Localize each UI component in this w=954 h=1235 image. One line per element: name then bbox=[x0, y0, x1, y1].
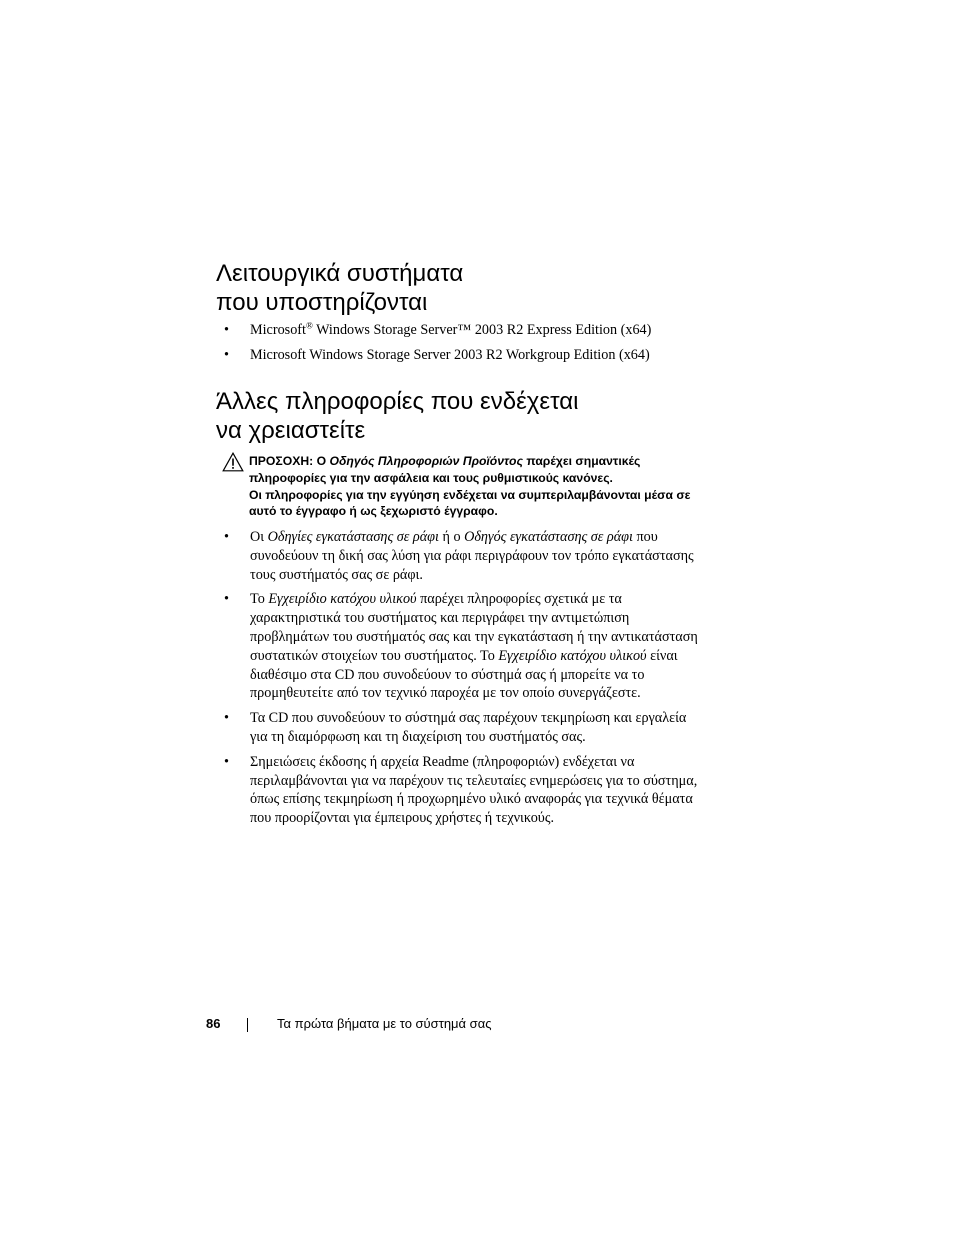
caution-warranty-text: Οι πληροφορίες για την εγγύηση ενδέχεται να συμπεριλαμβάνονται μέσα σε αυτό το έγγραφο ή ως ξεχωριστό έγγραφο. bbox=[249, 487, 691, 519]
doc-title: Οδηγίες εγκατάστασης σε ράφι bbox=[267, 529, 439, 545]
bullet: • bbox=[224, 710, 229, 727]
list-item bbox=[224, 709, 704, 747]
footer-chapter-title: Τα πρώτα βήματα με το σύστημά σας bbox=[277, 1016, 492, 1031]
text-part: Το bbox=[250, 591, 269, 608]
doc-title: Εγχειρίδιο κατόχου υλικού bbox=[268, 591, 417, 608]
other-info-list bbox=[224, 528, 704, 834]
heading-other-info bbox=[216, 387, 578, 445]
bullet: • bbox=[224, 529, 229, 545]
info-item-text: Σημειώσεις έκδοσης ή αρχεία Readme (πληροφοριών) ενδέχεται να περιλαμβάνονται για να παρέχουν τις τελευταίες ενημερώσεις για το σύστημα, όπως επίσης τεκμηρίωση ή προχωρημένο υλικό αναφοράς για τεχνικά θέματα που προορίζονται για έμπειρους χρήστες ή τεχνικούς. bbox=[250, 753, 698, 827]
list-item bbox=[224, 346, 694, 365]
heading-other-info-line2: να χρειαστείτε bbox=[216, 417, 366, 444]
caution-text-part: Ο bbox=[313, 454, 330, 468]
bullet: • bbox=[224, 753, 229, 770]
supported-os-list bbox=[224, 321, 694, 371]
text-part: ή ο bbox=[438, 529, 465, 545]
list-item bbox=[224, 590, 704, 703]
info-item-text bbox=[250, 529, 694, 583]
text-part: Οι bbox=[250, 529, 268, 545]
heading-other-info-line1: Άλλες πληροφορίες που ενδέχεται bbox=[216, 388, 579, 415]
bullet: • bbox=[224, 591, 229, 608]
text-part: είναι διαθέσιμο στα CD που συνοδεύουν το σύστημά σας ή μπορείτε να το προμηθευτείτε από τον τεχνικό παροχέα με τον οποίο συνεργάζεστε. bbox=[250, 647, 678, 702]
list-item bbox=[224, 528, 704, 584]
bullet: • bbox=[224, 322, 229, 338]
list-item bbox=[224, 753, 704, 828]
caution-doc-title: Οδηγός Πληροφοριών Προϊόντος bbox=[329, 454, 523, 468]
caution-label: ΠΡΟΣΟΧΗ: bbox=[249, 454, 314, 468]
caution-text-part: παρέχει σημαντικές πληροφορίες για την ασφάλεια και τους ρυθμιστικούς κανόνες. bbox=[249, 454, 641, 485]
os-item-vendor: Microsoft bbox=[250, 322, 306, 338]
text-part: που συνοδεύουν τη δική σας λύση για ράφι περιγράφουν τον τρόπο εγκατάστασης τους συστήματός σας σε ράφι. bbox=[250, 529, 694, 583]
caution-text bbox=[249, 453, 719, 520]
registered-mark: ® bbox=[305, 320, 313, 331]
doc-title: Οδηγός εγκατάστασης σε ράφι bbox=[464, 529, 633, 545]
warning-triangle-icon bbox=[222, 452, 244, 472]
page-number: 86 bbox=[206, 1016, 221, 1031]
info-item-text: Τα CD που συνοδεύουν το σύστημά σας παρέχουν τεκμηρίωση και εργαλεία για τη διαμόρφωση και τη διαχείριση του συστήματός σας. bbox=[250, 710, 687, 745]
heading-supported-os-line1: Λειτουργικά συστήματα bbox=[216, 260, 464, 287]
doc-title: Εγχειρίδιο κατόχου υλικού bbox=[498, 647, 647, 664]
footer-separator bbox=[247, 1018, 248, 1032]
list-item bbox=[224, 321, 694, 340]
info-item-text bbox=[250, 591, 698, 701]
text-part: παρέχει πληροφορίες σχετικά με τα χαρακτηριστικά του συστήματος και περιγράφει την αντιμετώπιση προβλημάτων του συστήματός σας και την εγκατάσταση ή την αντικατάσταση συστατικών στοιχείων του συστήματος. Το bbox=[250, 591, 698, 664]
os-item-product: Windows Storage Server™ 2003 R2 Express Edition (x64) bbox=[312, 322, 652, 338]
heading-supported-os-line2: που υποστηρίζονται bbox=[216, 289, 428, 316]
heading-supported-os bbox=[216, 259, 463, 317]
os-item-text: Microsoft Windows Storage Server 2003 R2 Workgroup Edition (x64) bbox=[250, 346, 650, 363]
os-item-text bbox=[250, 322, 651, 338]
bullet: • bbox=[224, 346, 229, 363]
